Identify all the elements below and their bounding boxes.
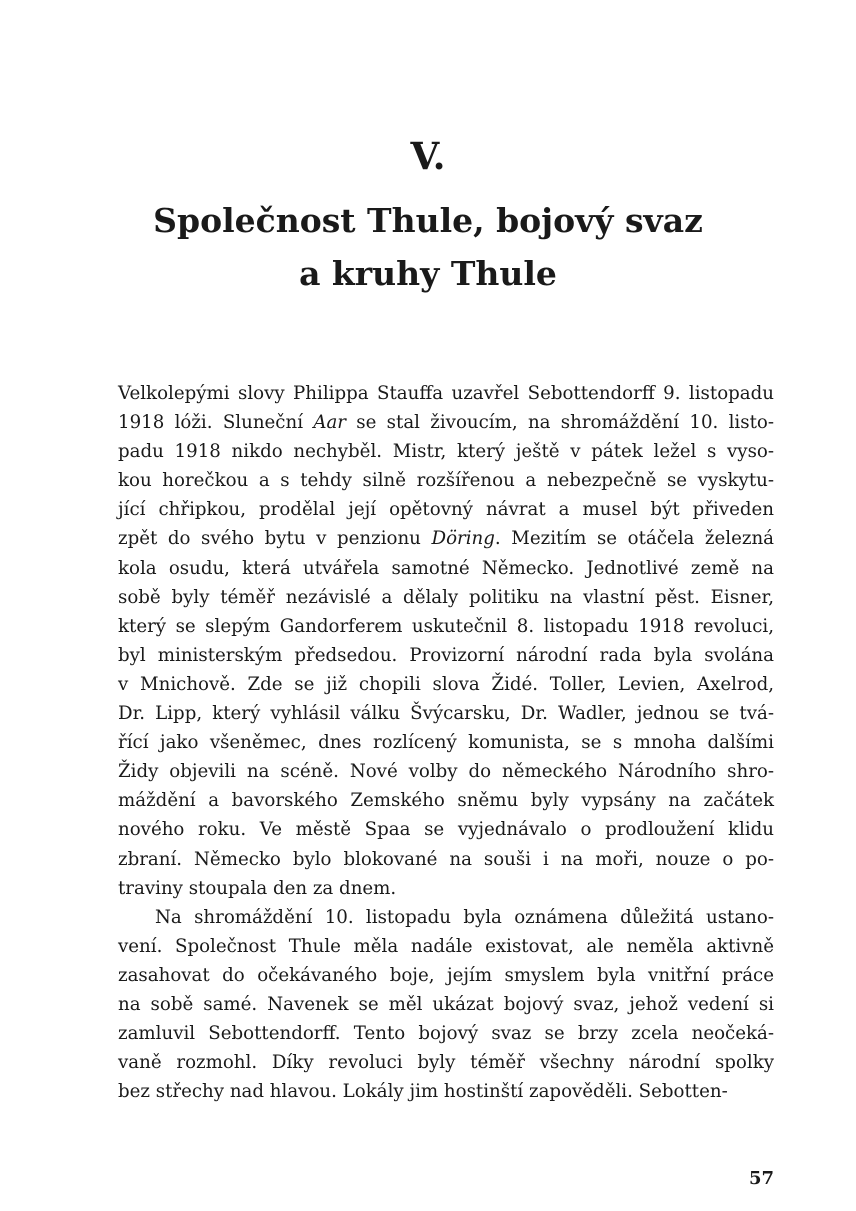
paragraph xyxy=(118,903,774,1107)
chapter-title-line-1: Společnost Thule, bojový svaz xyxy=(153,201,703,240)
body-text xyxy=(118,379,774,1106)
chapter-title xyxy=(118,194,738,300)
italic-term: Döring xyxy=(431,528,495,550)
text-line: řící jako všeněmec, dnes rozlícený komunista, se s mnoha dalšími xyxy=(118,732,774,754)
text-line: padu 1918 nikdo nechyběl. Mistr, který ještě v pátek ležel s vyso- xyxy=(118,441,774,463)
text-line: 1918 lóži. Sluneční Aar se stal živoucím, na shromáždění 10. listo- xyxy=(118,412,774,434)
text-line: sobě byly téměř nezávislé a dělaly politiku na vlastní pěst. Eisner, xyxy=(118,586,774,608)
italic-term: Aar xyxy=(313,412,346,434)
text-line: zasahovat do očekávaného boje, jejím smyslem byla vnitřní práce xyxy=(118,964,774,986)
text-line: vení. Společnost Thule měla nadále existovat, ale neměla aktivně xyxy=(118,935,774,957)
paragraph xyxy=(118,379,774,903)
text-line: jící chřipkou, prodělal její opětovný návrat a musel být přiveden xyxy=(118,499,774,521)
text-line: Velkolepými slovy Philippa Stauffa uzavřel Sebottendorff 9. listopadu xyxy=(118,383,774,404)
text-line: kou horečkou a s tehdy silně rozšířenou a nebezpečně se vyskytu- xyxy=(118,470,774,492)
text-line: kola osudu, která utvářela samotné Německo. Jednotlivé země na xyxy=(118,557,774,579)
text-line: máždění a bavorského Zemského sněmu byly vypsány na začátek xyxy=(118,790,774,812)
chapter-number: V. xyxy=(410,134,446,178)
chapter-title-line-2: a kruhy Thule xyxy=(299,254,557,293)
text-line: vaně rozmohl. Díky revoluci byly téměř všechny národní spolky xyxy=(118,1052,774,1074)
text-line: zpět do svého bytu v penzionu Döring. Mezitím se otáčela železná xyxy=(118,528,774,550)
text-line: bez střechy nad hlavou. Lokály jim hostinští zapověděli. Sebotten- xyxy=(118,1081,728,1103)
text-line: v Mnichově. Zde se již chopili slova Židé. Toller, Levien, Axelrod, xyxy=(118,673,774,695)
text-line: Dr. Lipp, který vyhlásil válku Švýcarsku, Dr. Wadler, jednou se tvá- xyxy=(118,703,774,725)
text-line: nového roku. Ve městě Spaa se vyjednávalo o prodloužení klidu xyxy=(118,819,774,841)
text-line: zamluvil Sebottendorff. Tento bojový svaz se brzy zcela neočeká- xyxy=(118,1023,774,1045)
text-line: který se slepým Gandorferem uskutečnil 8. listopadu 1918 revoluci, xyxy=(118,615,774,637)
page-number: 57 xyxy=(748,1168,774,1189)
text-line: byl ministerským předsedou. Provizorní národní rada byla svolána xyxy=(118,644,774,666)
text-line: na sobě samé. Navenek se měl ukázat bojový svaz, jehož vedení si xyxy=(118,993,774,1015)
text-line: traviny stoupala den za dnem. xyxy=(118,877,397,899)
text-line: zbraní. Německo bylo blokované na souši i na moři, nouze o po- xyxy=(118,848,774,870)
text-line: Židy objevili na scéně. Nové volby do německého Národního shro- xyxy=(118,761,774,783)
text-line: Na shromáždění 10. listopadu byla oznámena důležitá ustano- xyxy=(155,906,774,928)
